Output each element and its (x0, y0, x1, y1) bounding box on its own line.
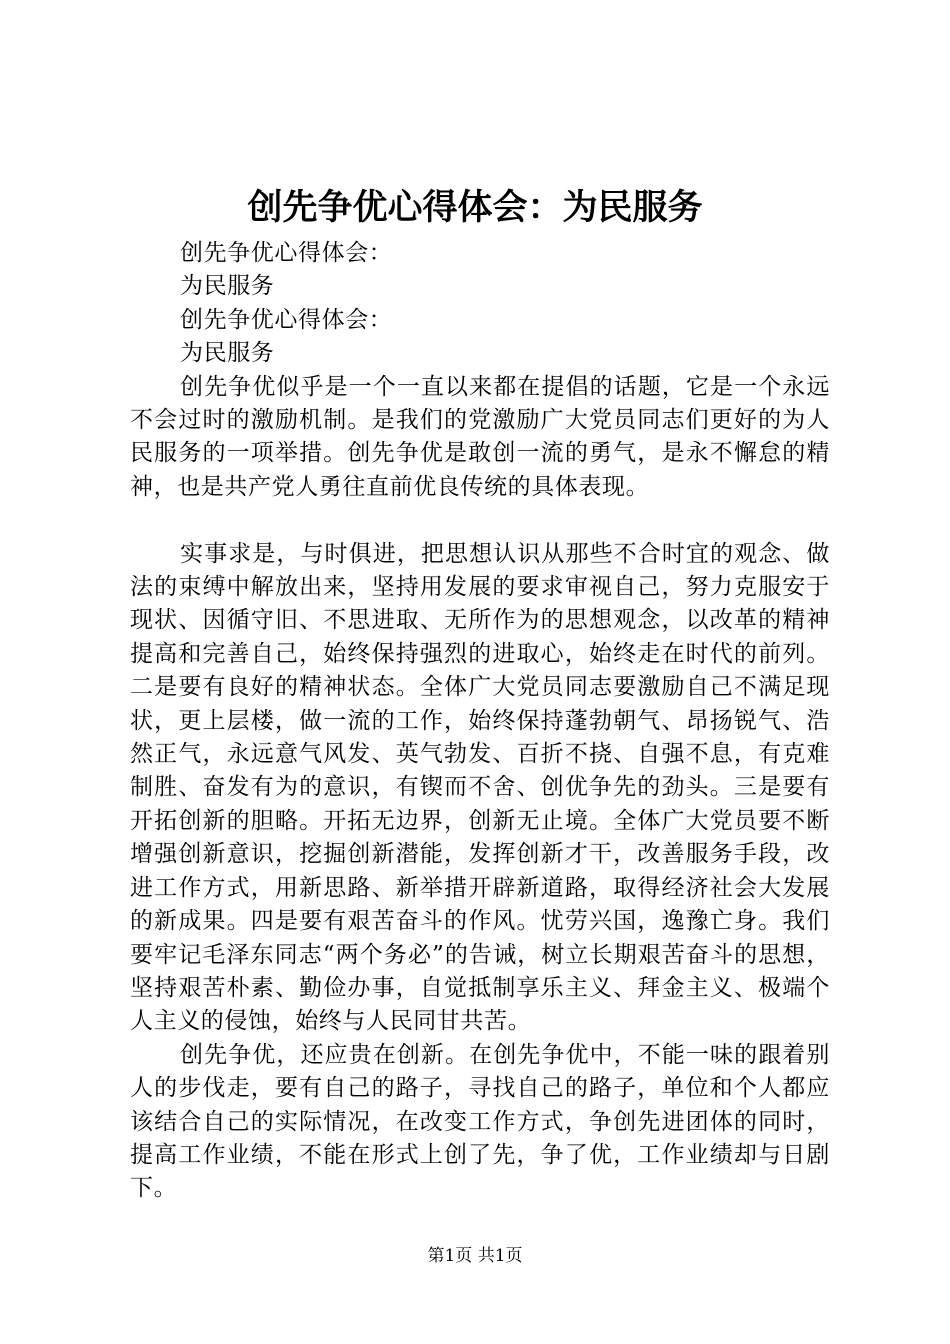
paragraph-conclusion: 创先争优，还应贵在创新。在创先争优中，不能一味的跟着别人的步伐走，要有自己的路子，寻找自己的路子，单位和个人都应该结合自己的实际情况，在改变工作方式，争创先进团体的同时，提高工作业绩，不能在形式上创了先，争了优，工作业绩却与日剧下。 (130, 1041, 830, 1202)
paragraph-subtitle-2: 为民服务 (180, 273, 275, 300)
paragraph-subtitle-4: 为民服务 (180, 340, 275, 367)
document-title: 创先争优心得体会：为民服务 (247, 187, 703, 228)
paragraph-subtitle-3: 创先争优心得体会： (180, 306, 393, 333)
page-footer: 第1页 共1页 (427, 1246, 523, 1266)
paragraph-intro: 创先争优似乎是一个一直以来都在提倡的话题，它是一个永远不会过时的激励机制。是我们的党激励广大党员同志们更好的为人民服务的一项举措。创先争优是敢创一流的勇气，是永不懈怠的精神，也是共产党人勇往直前优良传统的具体表现。 (130, 373, 830, 500)
paragraph-spacer (130, 504, 830, 537)
paragraph-subtitle-1: 创先争优心得体会： (180, 240, 393, 266)
paragraph-main: 实事求是，与时俱进，把思想认识从那些不合时宜的观念、做法的束缚中解放出来，坚持用发展的要求审视自己，努力克服安于现状、因循守旧、不思进取、无所作为的思想观念，以改革的精神提高和完善自己，始终保持强烈的进取心，始终走在时代的前列。二是要有良好的精神状态。全体广大党员同志要激励自己不满足现状，更上层楼，做一流的工作，始终保持蓬勃朝气、昂扬锐气、浩然正气，永远意气风发、英气勃发、百折不挠、自强不息，有克难制胜、奋发有为的意识，有锲而不舍、创优争先的劲头。三是要有开拓创新的胆略。开拓无边界，创新无止境。全体广大党员要不断增强创新意识，挖掘创新潜能，发挥创新才干，改善服务手段，改进工作方式，用新思路、新举措开辟新道路，取得经济社会大发展的新成果。四是要有艰苦奋斗的作风。忧劳兴国，逸豫亡身。我们要牢记毛泽东同志“两个务必”的告诫，树立长期艰苦奋斗的思想，坚持艰苦朴素、勤俭办事，自觉抵制享乐主义、拜金主义、极端个人主义的侵蚀，始终与人民同甘共苦。 (130, 540, 830, 1035)
document-body (130, 237, 830, 1206)
